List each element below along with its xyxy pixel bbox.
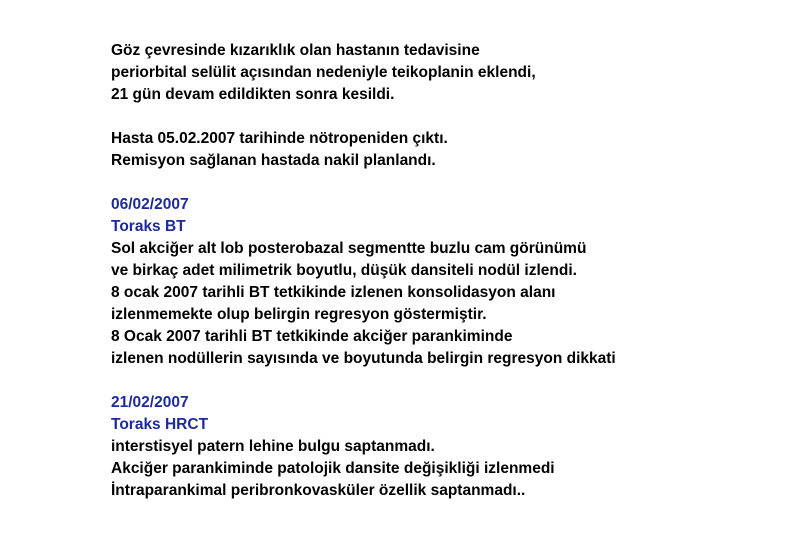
report-title: Toraks HRCT	[111, 416, 209, 433]
report-date: 21/02/2007	[111, 394, 189, 411]
text-line: izlenmemekte olup belirgin regresyon göstermiştir.	[111, 306, 487, 323]
text-line: Hasta 05.02.2007 tarihinde nötropeniden çıktı.	[111, 130, 448, 147]
text-line: Göz çevresinde kızarıklık olan hastanın tedavisine	[111, 42, 480, 59]
text-line: izlenen nodüllerin sayısında ve boyutunda belirgin regresyon dikkati	[111, 350, 616, 367]
text-line: 8 ocak 2007 tarihli BT tetkikinde izlenen konsolidasyon alanı	[111, 284, 556, 301]
thorax-hrct-report	[111, 392, 801, 502]
report-title: Toraks BT	[111, 218, 186, 235]
neutropenia-note	[111, 128, 801, 172]
text-line: Akciğer parankiminde patolojik dansite değişikliği izlenmedi	[111, 460, 555, 477]
report-date: 06/02/2007	[111, 196, 189, 213]
text-line: Sol akciğer alt lob posterobazal segmentte buzlu cam görünümü	[111, 240, 587, 257]
text-line: periorbital selülit açısından nedeniyle teikoplanin eklendi,	[111, 64, 536, 81]
text-line: ve birkaç adet milimetrik boyutlu, düşük dansiteli nodül izlendi.	[111, 262, 577, 279]
thorax-ct-report	[111, 194, 801, 370]
treatment-note	[111, 40, 801, 106]
text-line: 8 Ocak 2007 tarihli BT tetkikinde akciğer parankiminde	[111, 328, 513, 345]
document-body	[111, 40, 801, 502]
text-line: Remisyon sağlanan hastada nakil planlandı.	[111, 152, 436, 169]
text-line: interstisyel patern lehine bulgu saptanmadı.	[111, 438, 435, 455]
text-line: İntraparankimal peribronkovasküler özellik saptanmadı..	[111, 482, 526, 499]
paragraph-gap	[111, 106, 801, 128]
text-line: 21 gün devam edildikten sonra kesildi.	[111, 86, 395, 103]
paragraph-gap	[111, 172, 801, 194]
paragraph-gap	[111, 370, 801, 392]
